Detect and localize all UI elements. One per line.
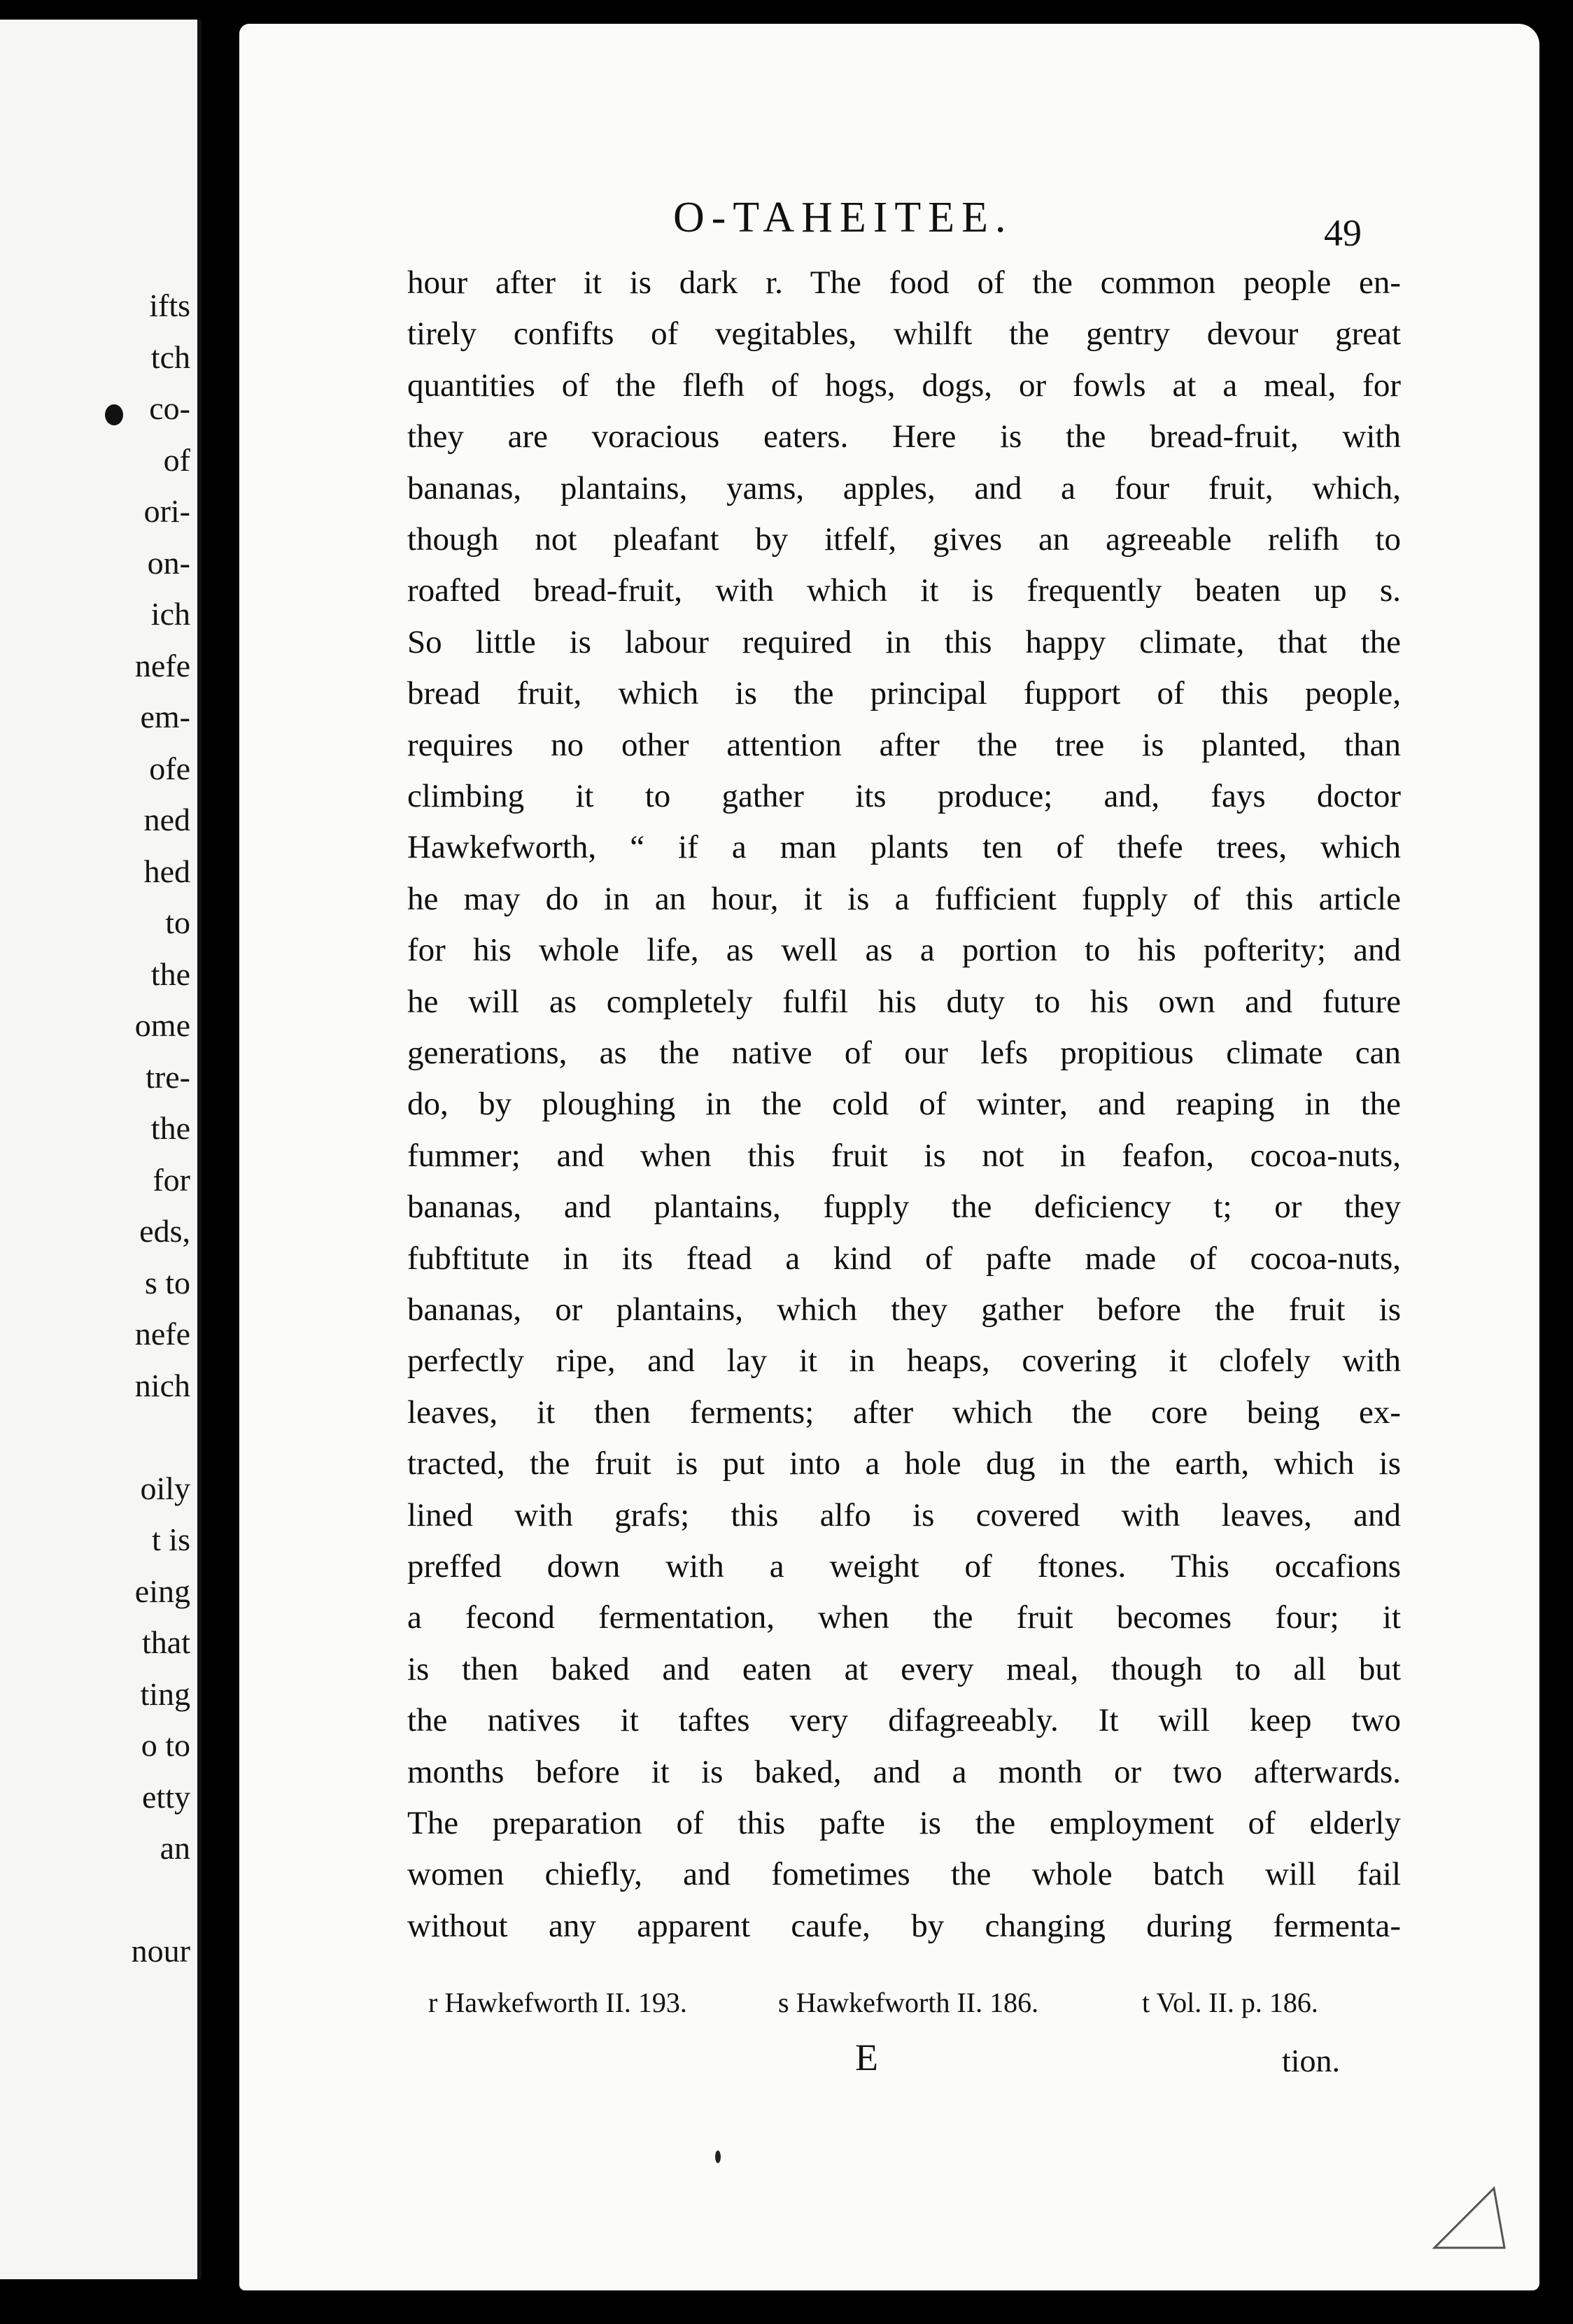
left-page-fragment: em-	[140, 699, 190, 735]
footnote-t: t Vol. II. p. 186.	[1142, 1987, 1318, 2018]
left-page-fragment: on-	[147, 544, 190, 581]
text-line: they are voracious eaters. Here is the bread-fruit, with	[407, 418, 1401, 455]
text-line: bananas, plantains, yams, apples, and a four fruit, which,	[407, 469, 1401, 506]
left-page-fragment: of	[163, 441, 190, 478]
left-page-fragment: o to	[141, 1727, 190, 1763]
text-line: for his whole life, as well as a portion to his pofterity; and	[407, 932, 1401, 969]
text-line: preffed down with a weight of ftones. This occafions	[407, 1548, 1401, 1585]
text-line: months before it is baked, and a month or two afterwards.	[407, 1753, 1401, 1790]
text-line: climbing it to gather its produce; and, fays doctor	[407, 778, 1401, 814]
left-page-fragment: ifts	[149, 288, 190, 323]
text-line: bananas, or plantains, which they gather before the fruit is	[407, 1291, 1401, 1328]
left-page-fragment: eds,	[139, 1213, 190, 1249]
left-page-fragment: ned	[143, 802, 190, 837]
signature-mark: E	[855, 2036, 878, 2078]
text-line: do, by ploughing in the cold of winter, and reaping in the	[407, 1086, 1401, 1123]
left-page-fragment: tch	[150, 339, 190, 375]
text-line: So little is labour required in this happy climate, that the	[407, 623, 1401, 660]
page-number: 49	[1324, 212, 1362, 254]
text-line: though not pleafant by itfelf, gives an agreeable relifh to	[407, 521, 1401, 558]
text-line: quantities of the flefh of hogs, dogs, or fowls at a meal, for	[407, 367, 1401, 404]
text-line: women chiefly, and fometimes the whole batch will fail	[407, 1856, 1401, 1893]
text-line: requires no other attention after the tree is planted, than	[407, 726, 1401, 763]
text-line: fummer; and when this fruit is not in feafon, cocoa-nuts,	[407, 1137, 1401, 1174]
left-page-fragment: an	[160, 1830, 190, 1866]
left-page-fragment: co-	[149, 390, 190, 426]
left-page-fragment: nich	[134, 1367, 190, 1403]
left-page-fragment: tre-	[146, 1058, 190, 1095]
text-line: bread fruit, which is the principal fupport of this people,	[407, 675, 1401, 712]
left-page-fragment: the	[150, 956, 190, 992]
left-page-fragment: ori-	[143, 493, 190, 529]
left-page-fragment: t is	[152, 1522, 190, 1557]
text-line: tracted, the fruit is put into a hole dug in the earth, which is	[407, 1445, 1401, 1482]
text-line: hour after it is dark r. The food of the common people en-	[407, 264, 1401, 301]
text-line: tirely confifts of vegitables, whilft the gentry devour great	[407, 316, 1401, 353]
footnote-s: s Hawkefworth II. 186.	[778, 1987, 1039, 2018]
left-page-fragment: ofe	[149, 750, 190, 786]
text-line: he will as completely fulfil his duty to his own and future	[407, 983, 1401, 1020]
left-page-fragment: that	[142, 1624, 190, 1660]
left-page-fragment: s to	[144, 1264, 190, 1301]
catchword: tion.	[1282, 2043, 1341, 2078]
left-page-fragment: ome	[134, 1007, 190, 1043]
text-line: roafted bread-fruit, with which it is frequently beaten up s.	[407, 572, 1401, 609]
text-line: The preparation of this pafte is the employment of elderly	[407, 1805, 1401, 1841]
text-line: perfectly ripe, and lay it in heaps, covering it clofely with	[407, 1342, 1401, 1380]
left-page-fragment: eing	[134, 1573, 190, 1609]
footnote-r: r Hawkefworth II. 193.	[428, 1987, 687, 2018]
left-page-fragment: ich	[150, 596, 190, 632]
text-line: is then baked and eaten at every meal, though to all but	[407, 1650, 1401, 1687]
ink-speck	[715, 2151, 721, 2163]
text-line: generations, as the native of our lefs propitious climate can	[407, 1035, 1401, 1071]
page-corner-curl	[1427, 2181, 1511, 2251]
text-line: bananas, and plantains, fupply the deficiency t; or they	[407, 1189, 1401, 1226]
left-page-fragment: for	[153, 1161, 190, 1198]
text-line: he may do in an hour, it is a fufficient fupply of this article	[407, 880, 1401, 917]
left-page-fragment: ting	[140, 1675, 190, 1712]
text-line: leaves, it then ferments; after which the core being ex-	[407, 1394, 1401, 1431]
ink-blot	[105, 404, 123, 425]
text-line: fubftitute in its ftead a kind of pafte made of cocoa-nuts,	[407, 1240, 1401, 1277]
text-line: a fecond fermentation, when the fruit becomes four; it	[407, 1599, 1401, 1636]
left-page-fragment: hed	[143, 853, 190, 889]
text-line: Hawkefworth, “ if a man plants ten of thefe trees, which	[407, 829, 1401, 866]
left-page-fragment: nefe	[134, 1316, 190, 1352]
left-page-fragment: nefe	[134, 647, 190, 683]
text-line: lined with grafs; this alfo is covered with leaves, and	[407, 1496, 1401, 1533]
book-page	[239, 24, 1539, 2290]
left-page-fragment: to	[165, 905, 190, 940]
running-head: O-TAHEITEE.	[673, 194, 1013, 241]
left-page-fragment: the	[150, 1110, 190, 1146]
left-page-fragment: nour	[131, 1933, 190, 1969]
text-line: the natives it taftes very difagreeably. It will keep two	[407, 1702, 1401, 1739]
left-facing-page	[0, 20, 202, 2279]
left-page-fragment: etty	[142, 1778, 190, 1815]
text-line: without any apparent caufe, by changing during fermenta-	[407, 1907, 1401, 1944]
left-page-fragment: oily	[140, 1470, 190, 1506]
